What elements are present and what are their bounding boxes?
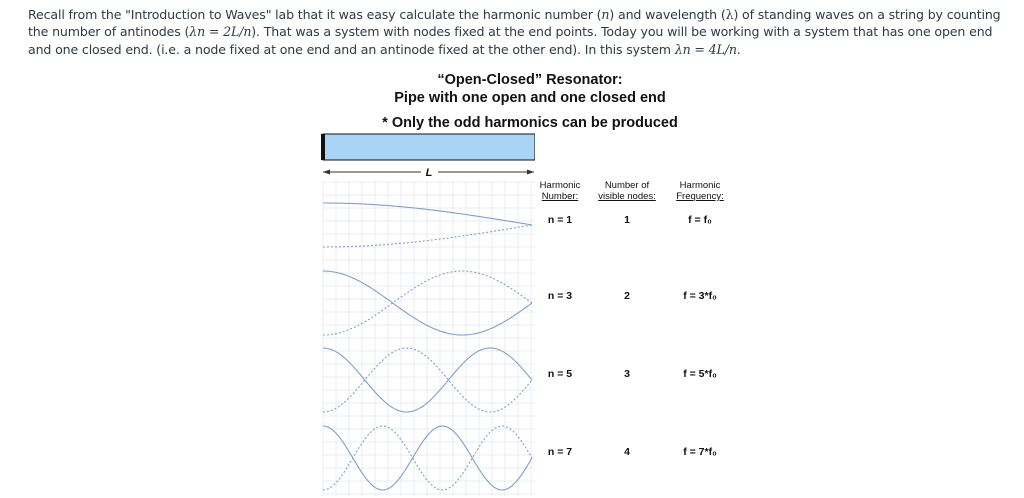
header-nodes-line2: visible nodes: xyxy=(598,191,656,202)
intro-text-2: ) and wavelength ( xyxy=(609,7,726,22)
odd-harmonics-note: * Only the odd harmonics can be produced xyxy=(382,115,678,131)
resonator-figure xyxy=(320,68,750,496)
header-freq-line2: Frequency: xyxy=(676,191,724,202)
figure-subtitle: Pipe with one open and one closed end xyxy=(394,90,666,106)
header-harmonic-line2: Number: xyxy=(541,191,579,202)
row-2-harmonic: n = 3 xyxy=(547,290,573,302)
background-grid xyxy=(323,182,535,496)
header-harmonic-line1: Harmonic xyxy=(539,180,581,191)
intro-text-4: ). That was a system with nodes fixed at the end points. Today you will be working with a system that has one open end and one closed end. (i.e. a node fixed at one end and an antinode fixed at the other end). In this system xyxy=(28,24,993,57)
header-harmonic-frequency xyxy=(670,180,730,202)
formula-open-closed: λn = 4L/n xyxy=(674,41,737,57)
header-visible-nodes xyxy=(590,180,664,202)
figure-title: “Open-Closed” Resonator: xyxy=(437,72,623,88)
standing-waves xyxy=(323,203,532,490)
row-4-nodes: 4 xyxy=(624,446,630,458)
row-1-frequency: f = f₀ xyxy=(688,214,712,226)
intro-text-3: ) of standing waves on a string by counting the number of antinodes ( xyxy=(28,7,1001,40)
wave-n7-solid xyxy=(323,426,532,490)
header-nodes-line1: Number of xyxy=(604,180,650,191)
row-4-harmonic: n = 7 xyxy=(547,446,573,458)
header-freq-line1: Harmonic xyxy=(679,180,721,191)
harmonic-symbol: n xyxy=(601,7,610,22)
intro-text-1: Recall from the "Introduction to Waves" lab that it was easy calculate the harmonic number ( xyxy=(28,7,602,22)
intro-text-5: . xyxy=(736,41,741,57)
length-label: L xyxy=(425,167,433,179)
row-1-nodes: 1 xyxy=(624,214,630,226)
row-2-nodes: 2 xyxy=(624,290,630,302)
intro-paragraph xyxy=(28,6,1018,58)
standing-wave-diagram xyxy=(320,132,535,496)
formula-closed-closed: λn = 2L/n xyxy=(189,24,252,40)
row-3-harmonic: n = 5 xyxy=(547,368,573,380)
pipe-body xyxy=(323,134,535,160)
pipe-diagram xyxy=(320,132,535,498)
wave-n1-dashed xyxy=(323,225,532,247)
row-2-frequency: f = 3*f₀ xyxy=(683,290,717,302)
header-harmonic-number xyxy=(532,180,588,202)
row-4-frequency: f = 7*f₀ xyxy=(683,446,717,458)
row-3-nodes: 3 xyxy=(624,368,630,380)
lambda-symbol: λ xyxy=(725,7,734,22)
row-3-frequency: f = 5*f₀ xyxy=(683,368,717,380)
row-1-harmonic: n = 1 xyxy=(547,214,573,226)
wave-n1-solid xyxy=(323,203,532,225)
length-arrow xyxy=(323,167,534,179)
